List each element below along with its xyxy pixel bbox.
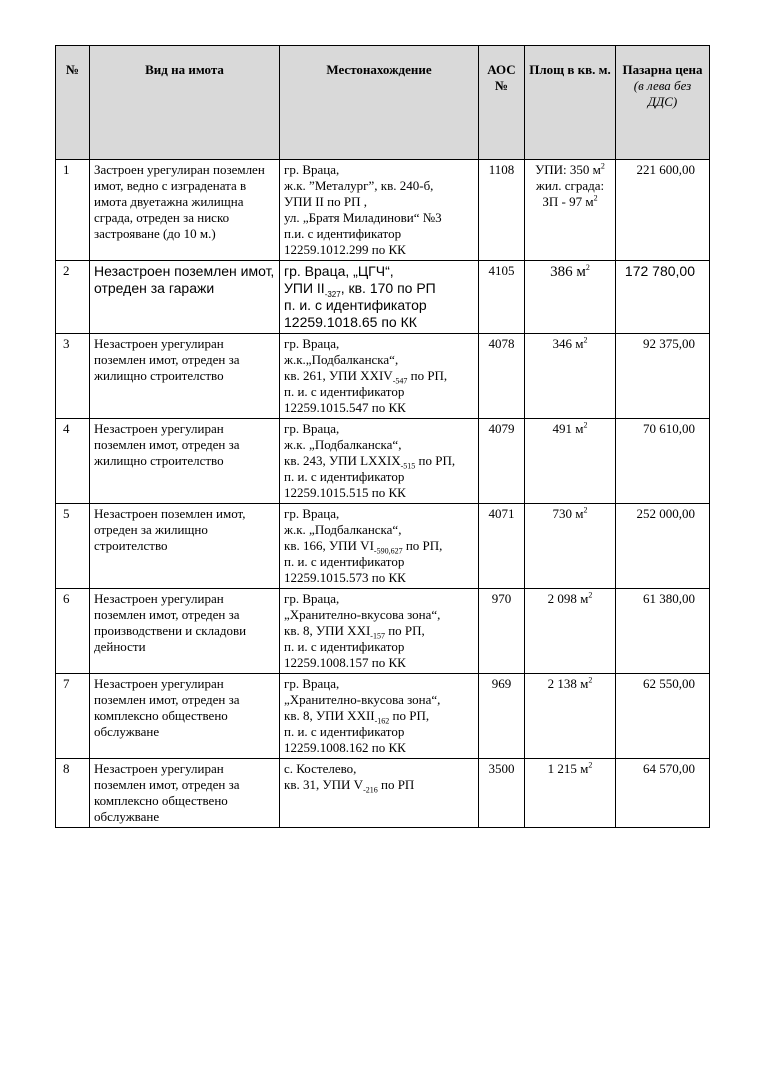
property-area <box>525 674 616 759</box>
header-price-label: Пазарна цена <box>622 62 703 77</box>
properties-table <box>55 45 710 828</box>
area-line <box>529 162 611 178</box>
area-line: жил. сграда: <box>535 178 605 193</box>
location-text: УПИ II <box>284 280 325 296</box>
aoc-number: 4079 <box>479 419 525 504</box>
property-type: Незастроен поземлен имот, отреден за жилищно строителство <box>90 504 280 589</box>
area-line <box>529 194 611 210</box>
property-location <box>280 589 479 674</box>
location-text: , кв. 170 по РП <box>340 280 436 296</box>
area-value: УПИ: 350 м <box>535 162 601 177</box>
market-price: 221 600,00 <box>616 160 710 261</box>
location-line <box>284 538 474 554</box>
row-number: 7 <box>56 674 90 759</box>
header-price-note: (в лева без ДДС) <box>633 78 692 109</box>
location-text: по РП, <box>415 453 456 468</box>
aoc-number: 4071 <box>479 504 525 589</box>
area-value: 2 098 м <box>547 591 589 606</box>
location-line <box>284 453 474 469</box>
location-line: п. и. с идентификатор <box>284 384 405 399</box>
location-line: „Хранително-вкусова зона“, <box>284 607 441 622</box>
area-value: 346 м <box>552 336 584 351</box>
location-subscript: -327 <box>324 289 341 299</box>
market-price: 92 375,00 <box>616 334 710 419</box>
location-line: 12259.1012.299 по КК <box>284 242 406 257</box>
area-superscript: 2 <box>583 335 588 345</box>
location-subscript: -157 <box>370 631 385 641</box>
property-type: Застроен урегулиран поземлен имот, ведно с изградената в имота двуетажна жилищна сграда, отреден за ниско застрояване (до 10 м.) <box>90 160 280 261</box>
property-area <box>525 334 616 419</box>
table-row <box>56 504 710 589</box>
property-area <box>525 419 616 504</box>
property-type: Незастроен урегулиран поземлен имот, отреден за жилищно строителство <box>90 419 280 504</box>
location-line: п. и. с идентификатор <box>284 297 427 313</box>
area-value: 730 м <box>552 506 584 521</box>
property-location <box>280 419 479 504</box>
location-text: кв. 8, УПИ XXII <box>284 708 375 723</box>
aoc-number: 3500 <box>479 759 525 828</box>
location-text: кв. 31, УПИ V <box>284 777 364 792</box>
area-value: ЗП - 97 м <box>542 194 594 209</box>
property-area <box>525 261 616 334</box>
location-subscript: -216 <box>363 785 378 795</box>
location-subscript: -547 <box>392 376 408 386</box>
header-location: Местонахождение <box>280 46 479 160</box>
aoc-number: 969 <box>479 674 525 759</box>
location-line: гр. Враца, <box>284 162 340 177</box>
location-text: по РП, <box>389 708 430 723</box>
location-line: ж.к.„Подбалканска“, <box>284 352 399 367</box>
market-price: 62 550,00 <box>616 674 710 759</box>
area-superscript: 2 <box>583 420 588 430</box>
property-location <box>280 160 479 261</box>
location-text: кв. 243, УПИ LXXIX <box>284 453 401 468</box>
area-superscript: 2 <box>583 505 588 515</box>
location-line: 12259.1018.65 по КК <box>284 314 417 330</box>
location-line <box>284 623 474 639</box>
location-line: ж.к. ”Металург”, кв. 240-б, <box>284 178 434 193</box>
location-line: п.и. с идентификатор <box>284 226 402 241</box>
header-aoc: АОС № <box>479 46 525 160</box>
aoc-number: 4078 <box>479 334 525 419</box>
area-superscript: 2 <box>588 590 593 600</box>
property-area <box>525 759 616 828</box>
row-number: 4 <box>56 419 90 504</box>
area-value: 491 м <box>552 421 584 436</box>
property-location <box>280 261 479 334</box>
location-line: гр. Враца, <box>284 336 340 351</box>
location-line: гр. Враца, <box>284 676 340 691</box>
property-type: Незастроен поземлен имот, отреден за гаражи <box>90 261 280 334</box>
row-number: 5 <box>56 504 90 589</box>
table-row <box>56 261 710 334</box>
header-type: Вид на имота <box>90 46 280 160</box>
location-line: гр. Враца, <box>284 421 340 436</box>
aoc-number: 1108 <box>479 160 525 261</box>
area-value: 2 138 м <box>547 676 589 691</box>
location-text: по РП, <box>384 623 425 638</box>
location-line: п. и. с идентификатор <box>284 469 405 484</box>
location-line: „Хранително-вкусова зона“, <box>284 692 441 707</box>
location-line: гр. Враца, „ЦГЧ“, <box>284 263 394 279</box>
row-number: 3 <box>56 334 90 419</box>
property-type: Незастроен урегулиран поземлен имот, отреден за комплексно обществено обслужване <box>90 759 280 828</box>
location-text: по РП, <box>402 538 443 553</box>
table-row <box>56 419 710 504</box>
location-line: ж.к. „Подбалканска“, <box>284 522 402 537</box>
row-number: 6 <box>56 589 90 674</box>
table-row <box>56 759 710 828</box>
location-text: кв. 166, УПИ VI <box>284 538 374 553</box>
property-type: Незастроен урегулиран поземлен имот, отреден за жилищно строителство <box>90 334 280 419</box>
location-subscript: -515 <box>400 461 416 471</box>
location-line: гр. Враца, <box>284 506 340 521</box>
location-line: 12259.1015.547 по КК <box>284 400 406 415</box>
location-line: гр. Враца, <box>284 591 340 606</box>
property-location <box>280 759 479 828</box>
location-line: 12259.1015.515 по КК <box>284 485 406 500</box>
location-line <box>284 777 474 793</box>
market-price: 64 570,00 <box>616 759 710 828</box>
table-row <box>56 589 710 674</box>
location-line: ул. „Братя Миладинови“ №3 <box>284 210 442 225</box>
table-row <box>56 674 710 759</box>
property-location <box>280 504 479 589</box>
location-line <box>284 708 474 724</box>
property-area <box>525 504 616 589</box>
location-text: кв. 261, УПИ XXIV <box>284 368 393 383</box>
table-row <box>56 334 710 419</box>
property-type: Незастроен урегулиран поземлен имот, отреден за комплексно обществено обслужване <box>90 674 280 759</box>
area-superscript: 2 <box>600 161 605 171</box>
location-subscript: -162 <box>374 716 390 726</box>
market-price: 252 000,00 <box>616 504 710 589</box>
property-area <box>525 160 616 261</box>
location-line <box>284 280 474 297</box>
area-value: 1 215 м <box>547 761 589 776</box>
location-text: по РП, <box>407 368 448 383</box>
row-number: 1 <box>56 160 90 261</box>
location-line: п. и. с идентификатор <box>284 554 405 569</box>
area-superscript: 2 <box>588 760 593 770</box>
header-area: Площ в кв. м. <box>525 46 616 160</box>
row-number: 8 <box>56 759 90 828</box>
market-price: 70 610,00 <box>616 419 710 504</box>
location-text: кв. 8, УПИ XXI <box>284 623 371 638</box>
location-line: п. и. с идентификатор <box>284 639 405 654</box>
property-location <box>280 334 479 419</box>
location-line: с. Костелево, <box>284 761 357 776</box>
header-no: № <box>56 46 90 160</box>
aoc-number: 4105 <box>479 261 525 334</box>
location-line <box>284 368 474 384</box>
location-subscript: -590,627 <box>373 546 403 556</box>
location-text: по РП <box>377 777 415 792</box>
area-superscript: 2 <box>588 675 593 685</box>
aoc-number: 970 <box>479 589 525 674</box>
property-area <box>525 589 616 674</box>
location-line: 12259.1008.157 по КК <box>284 655 406 670</box>
market-price: 172 780,00 <box>616 261 710 334</box>
header-price <box>616 46 710 160</box>
table-header-row <box>56 46 710 160</box>
property-type: Незастроен урегулиран поземлен имот, отреден за производствени и складови дейности <box>90 589 280 674</box>
area-superscript: 2 <box>593 193 598 203</box>
table-row <box>56 160 710 261</box>
area-value: 386 м <box>550 264 586 280</box>
market-price: 61 380,00 <box>616 589 710 674</box>
location-line: 12259.1015.573 по КК <box>284 570 406 585</box>
location-line: УПИ II по РП , <box>284 194 367 209</box>
property-location <box>280 674 479 759</box>
location-line: 12259.1008.162 по КК <box>284 740 406 755</box>
row-number: 2 <box>56 261 90 334</box>
location-line: ж.к. „Подбалканска“, <box>284 437 402 452</box>
location-line: п. и. с идентификатор <box>284 724 405 739</box>
area-superscript: 2 <box>585 263 590 272</box>
